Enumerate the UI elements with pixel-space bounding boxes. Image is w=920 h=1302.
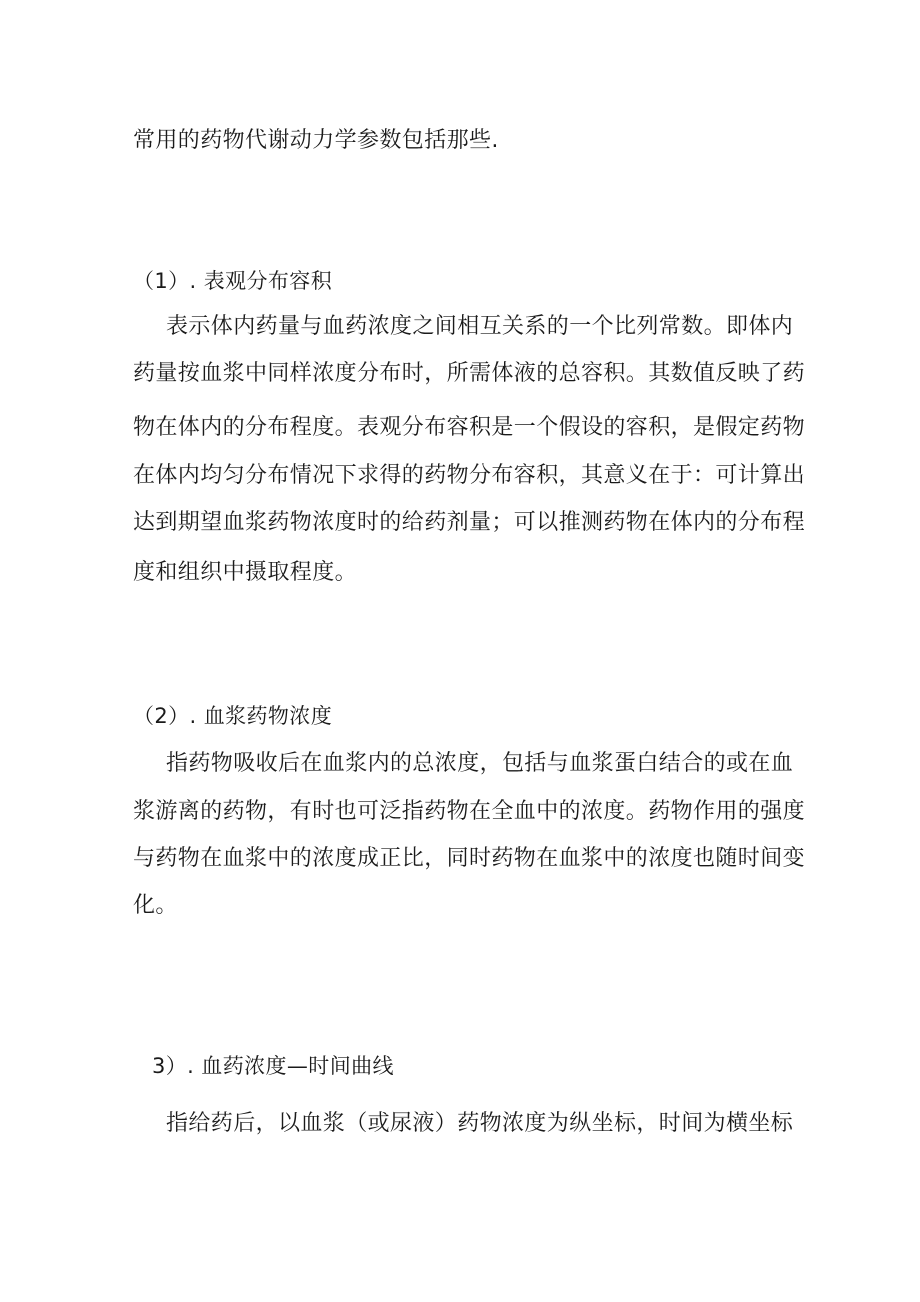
paragraph-line: 度和组织中摄取程度。 — [133, 560, 358, 585]
section-heading: （1）. 表观分布容积 — [133, 269, 333, 293]
section-heading: （2）. 血浆药物浓度 — [133, 704, 333, 728]
paragraph-line: 药量按血浆中同样浓度分布时，所需体液的总容积。其数值反映了药 — [133, 361, 806, 386]
section-heading: 3）. 血药浓度—时间曲线 — [152, 1054, 394, 1078]
paragraph-line: 与药物在血浆中的浓度成正比，同时药物在血浆中的浓度也随时间变 — [133, 846, 806, 871]
document-title: 常用的药物代谢动力学参数包括那些. — [133, 128, 499, 153]
paragraph-line: 表示体内药量与血药浓度之间相互关系的一个比列常数。即体内 — [166, 314, 794, 339]
paragraph-line: 指给药后，以血浆（或尿液）药物浓度为纵坐标，时间为横坐标 — [166, 1111, 794, 1136]
paragraph-line: 在体内均匀分布情况下求得的药物分布容积，其意义在于：可计算出 — [133, 463, 806, 488]
paragraph-line: 指药物吸收后在血浆内的总浓度，包括与血浆蛋白结合的或在血 — [166, 751, 794, 776]
paragraph-line: 物在体内的分布程度。表观分布容积是一个假设的容积，是假定药物 — [133, 415, 806, 440]
paragraph-line: 浆游离的药物，有时也可泛指药物在全血中的浓度。药物作用的强度 — [133, 799, 806, 824]
paragraph-line: 达到期望血浆药物浓度时的给药剂量；可以推测药物在体内的分布程 — [133, 510, 806, 535]
paragraph-line: 化。 — [133, 893, 178, 918]
